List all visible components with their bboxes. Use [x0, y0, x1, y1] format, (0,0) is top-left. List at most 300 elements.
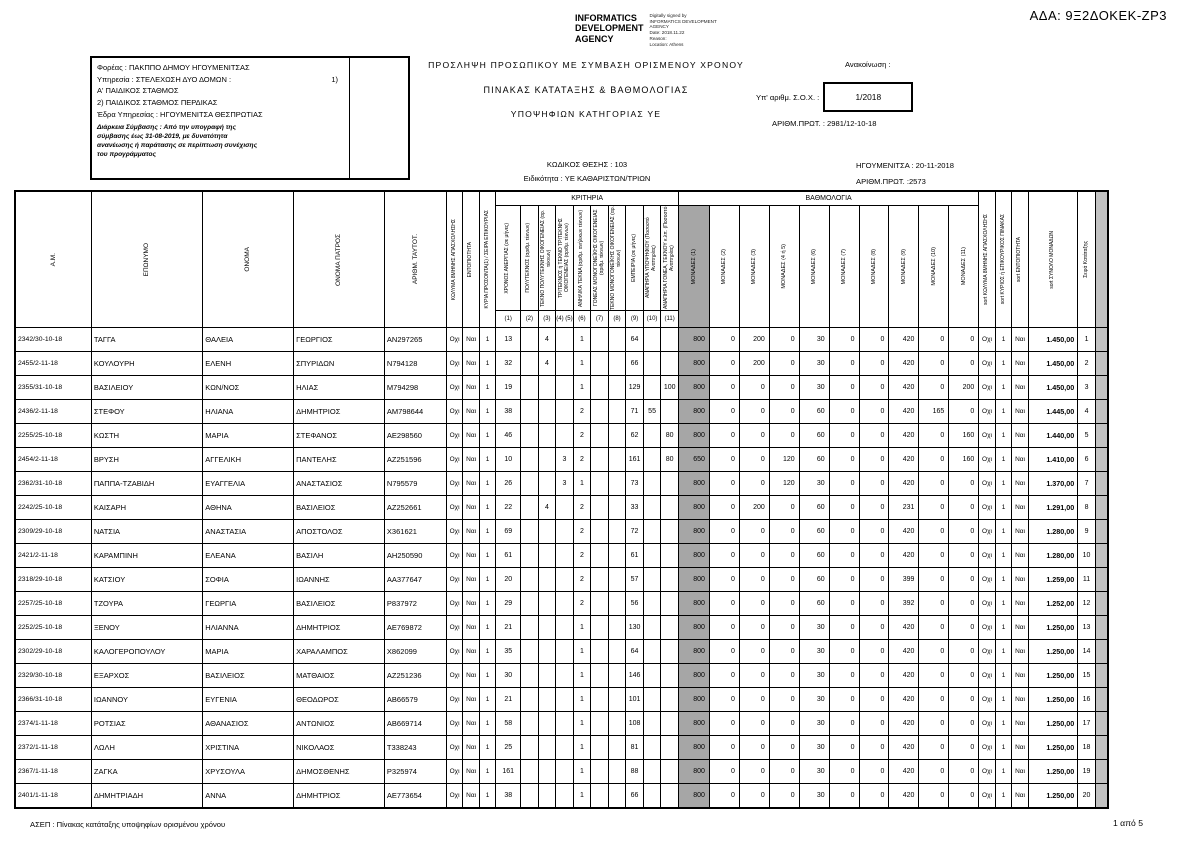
col-header-kritirio-7: [608, 206, 626, 311]
col-header-label: ΚΩΛΥΜΑ 8ΜΗΝΗΣ ΑΠΑΣΧΟΛΗΣΗΣ: [450, 218, 457, 301]
table-row: [15, 328, 1108, 352]
kolyma-cell: Οχι: [446, 736, 463, 760]
kritirio-8-cell: 33: [626, 496, 644, 520]
kritirio-3-cell: [538, 760, 556, 784]
kritirio-7-cell: [608, 448, 626, 472]
kritirio-6-cell: [591, 664, 609, 688]
monades-10-cell: 0: [949, 352, 979, 376]
monades-1-cell: 800: [678, 664, 709, 688]
am-cell: 2302/29-10-18: [15, 640, 91, 664]
kritirio-number-5: (6): [573, 311, 591, 328]
surname-cell: ΚΑΤΣΙΟΥ: [91, 568, 202, 592]
monades-2-cell: 0: [709, 736, 739, 760]
total-cell: 1.250,00: [1028, 784, 1078, 809]
id-number-cell: ΑΕ773654: [384, 784, 446, 809]
col-header-label: ΜΟΝΑΔΕΣ (7): [840, 248, 847, 285]
monades-1-cell: 800: [678, 712, 709, 736]
monades-10-cell: 160: [949, 448, 979, 472]
col-header-label: ΕΜΠΕΙΡΙΑ (σε μήνες): [630, 234, 637, 282]
surname-cell: ΒΡΥΣΗ: [91, 448, 202, 472]
father-name-cell: ΔΗΜΟΣΘΕΝΗΣ: [294, 760, 385, 784]
monades-5-cell: 60: [799, 520, 829, 544]
kolyma-cell: Οχι: [446, 664, 463, 688]
id-number-cell: Χ361621: [384, 520, 446, 544]
kritirio-2-cell: [521, 328, 539, 352]
kritirio-4-cell: [556, 592, 574, 616]
col-header-label: ΟΝΟΜΑ: [244, 247, 252, 272]
id-number-cell: Ρ325974: [384, 760, 446, 784]
sort-kolyma-cell: Οχι: [979, 376, 996, 400]
table-row: [15, 400, 1108, 424]
entopiotita-cell: Ναι: [463, 592, 480, 616]
sort-kolyma-cell: Οχι: [979, 400, 996, 424]
kritirio-10-cell: [661, 760, 679, 784]
father-name-cell: ΔΗΜΗΤΡΙΟΣ: [294, 400, 385, 424]
kolyma-cell: Οχι: [446, 712, 463, 736]
row-gray-strip: [1095, 448, 1108, 472]
kritirio-7-cell: [608, 736, 626, 760]
kritirio-6-cell: [591, 520, 609, 544]
sox-row: [756, 82, 913, 112]
monades-8-cell: 420: [889, 736, 919, 760]
kyria-prosonta-cell: 1: [479, 448, 496, 472]
entopiotita-cell: Ναι: [463, 448, 480, 472]
table-row: [15, 568, 1108, 592]
father-name-cell: ΜΑΤΘΑΙΟΣ: [294, 664, 385, 688]
kritirio-6-cell: [591, 784, 609, 809]
surname-cell: ΛΩΛΗ: [91, 736, 202, 760]
kritirio-1-cell: 38: [496, 400, 521, 424]
kritirio-10-cell: [661, 544, 679, 568]
kolyma-cell: Οχι: [446, 328, 463, 352]
kritirio-10-cell: [661, 616, 679, 640]
monades-3-cell: 0: [739, 712, 769, 736]
digital-signature-block: [575, 13, 736, 47]
sort-kolyma-cell: Οχι: [979, 592, 996, 616]
surname-cell: ΡΟΤΣΙΑΣ: [91, 712, 202, 736]
monades-8-cell: 420: [889, 616, 919, 640]
monades-4-cell: 0: [769, 736, 799, 760]
kritirio-4-cell: [556, 760, 574, 784]
kritirio-9-cell: [643, 688, 661, 712]
monades-4-cell: 0: [769, 424, 799, 448]
rank-cell: 17: [1078, 712, 1096, 736]
bathmologia-group-header: ΒΑΘΜΟΛΟΓΙΑ: [678, 191, 978, 206]
table-row: [15, 496, 1108, 520]
col-header-monades-9: [919, 206, 949, 328]
monades-8-cell: 420: [889, 448, 919, 472]
monades-1-cell: 800: [678, 352, 709, 376]
col-header-label: ΤΕΚΝΟ ΠΟΛΥΤΕΚΝΗΣ ΟΙΚΟΓΕΝΕΙΑΣ (αρ. τέκνων): [540, 209, 552, 307]
sort-entopiotita-cell: Ναι: [1012, 544, 1029, 568]
kritirio-6-cell: [591, 424, 609, 448]
monades-9-cell: 0: [919, 352, 949, 376]
monades-2-cell: 0: [709, 784, 739, 809]
total-cell: 1.250,00: [1028, 712, 1078, 736]
surname-cell: ΚΑΡΑΜΠΙΝΗ: [91, 544, 202, 568]
col-header-label: ΚΥΡΙΑ ΠΡΟΣΟΝΤΑ(1) / ΣΕΙΡΑ ΕΠΙΚΟΥΡΙΑΣ: [483, 210, 490, 309]
specialty: Ειδικότητα : ΥΕ ΚΑΘΑΡΙΣΤΩΝ/ΤΡΙΩΝ: [523, 174, 651, 183]
name-cell: ΧΡΙΣΤΙΝΑ: [203, 736, 294, 760]
footer-note: ΑΣΕΠ : Πίνακας κατάταξης υποψηφίων ορισμένου χρόνου: [30, 820, 226, 829]
surname-cell: ΖΑΓΚΑ: [91, 760, 202, 784]
kritirio-3-cell: [538, 376, 556, 400]
monades-8-cell: 420: [889, 400, 919, 424]
agency-info-text: [92, 58, 349, 178]
sort-pinakas-cell: 1: [995, 616, 1012, 640]
sort-kolyma-cell: Οχι: [979, 568, 996, 592]
kritirio-9-cell: [643, 736, 661, 760]
am-cell: 2366/31-10-18: [15, 688, 91, 712]
name-cell: ΑΘΗΝΑ: [203, 496, 294, 520]
monades-9-cell: 0: [919, 784, 949, 809]
total-cell: 1.250,00: [1028, 688, 1078, 712]
right-gray-strip: [1095, 191, 1108, 328]
signature-detail-line: Location: Athens: [649, 41, 684, 47]
kritirio-10-cell: [661, 640, 679, 664]
kritirio-number-2: (2): [521, 311, 539, 328]
monades-1-cell: 650: [678, 448, 709, 472]
sort-kolyma-cell: Οχι: [979, 784, 996, 809]
col-header-monades-6: [829, 206, 859, 328]
sort-entopiotita-cell: Ναι: [1012, 400, 1029, 424]
kritirio-5-cell: 2: [573, 568, 591, 592]
name-cell: ΓΕΩΡΓΙΑ: [203, 592, 294, 616]
am-cell: 2355/31-10-18: [15, 376, 91, 400]
entopiotita-cell: Ναι: [463, 760, 480, 784]
monades-8-cell: 420: [889, 328, 919, 352]
kolyma-cell: Οχι: [446, 760, 463, 784]
col-header-label: ΟΝΟΜΑ ΠΑΤΡΟΣ: [335, 233, 343, 286]
rank-cell: 15: [1078, 664, 1096, 688]
monades-6-cell: 0: [829, 640, 859, 664]
sort-entopiotita-cell: Ναι: [1012, 520, 1029, 544]
monades-3-cell: 0: [739, 688, 769, 712]
monades-5-cell: 60: [799, 400, 829, 424]
sort-pinakas-cell: 1: [995, 568, 1012, 592]
monades-8-cell: 420: [889, 352, 919, 376]
kritirio-7-cell: [608, 520, 626, 544]
sort-entopiotita-cell: Ναι: [1012, 568, 1029, 592]
am-cell: 2374/1-11-18: [15, 712, 91, 736]
surname-cell: ΙΩΑΝΝΟΥ: [91, 688, 202, 712]
rank-cell: 18: [1078, 736, 1096, 760]
col-header-label: ΜΟΝΑΔΕΣ (9): [900, 248, 907, 285]
col-header-label: ΜΟΝΑΔΕΣ (11): [960, 247, 967, 286]
monades-1-cell: 800: [678, 496, 709, 520]
total-cell: 1.250,00: [1028, 616, 1078, 640]
monades-2-cell: 0: [709, 568, 739, 592]
am-cell: 2329/30-10-18: [15, 664, 91, 688]
kyria-prosonta-cell: 1: [479, 376, 496, 400]
entopiotita-cell: Ναι: [463, 376, 480, 400]
kritirio-number-6: (7): [591, 311, 609, 328]
sort-pinakas-cell: 1: [995, 640, 1012, 664]
kritirio-10-cell: [661, 664, 679, 688]
kolyma-cell: Οχι: [446, 352, 463, 376]
rank-cell: 14: [1078, 640, 1096, 664]
total-cell: 1.450,00: [1028, 328, 1078, 352]
sort-entopiotita-cell: Ναι: [1012, 496, 1029, 520]
entopiotita-cell: Ναι: [463, 496, 480, 520]
id-number-cell: Μ794298: [384, 376, 446, 400]
kritirio-7-cell: [608, 688, 626, 712]
monades-4-cell: 0: [769, 520, 799, 544]
monades-8-cell: 231: [889, 496, 919, 520]
monades-7-cell: 0: [859, 784, 889, 809]
kolyma-cell: Οχι: [446, 376, 463, 400]
monades-2-cell: 0: [709, 688, 739, 712]
kritirio-10-cell: 100: [661, 376, 679, 400]
monades-3-cell: 0: [739, 616, 769, 640]
col-header-label: Σειρά Κατάταξης: [1082, 241, 1089, 278]
kritirio-1-cell: 69: [496, 520, 521, 544]
monades-5-cell: 60: [799, 568, 829, 592]
row-gray-strip: [1095, 688, 1108, 712]
entopiotita-cell: Ναι: [463, 736, 480, 760]
monades-6-cell: 0: [829, 448, 859, 472]
father-name-cell: ΑΠΟΣΤΟΛΟΣ: [294, 520, 385, 544]
kritirio-5-cell: 2: [573, 496, 591, 520]
monades-6-cell: 0: [829, 568, 859, 592]
kritirio-number-3: (3): [538, 311, 556, 328]
rank-cell: 1: [1078, 328, 1096, 352]
kritirio-number-8: (9): [626, 311, 644, 328]
father-name-cell: ΣΤΕΦΑΝΟΣ: [294, 424, 385, 448]
kritirio-10-cell: 80: [661, 448, 679, 472]
table-row: [15, 712, 1108, 736]
father-name-cell: ΑΝΤΩΝΙΟΣ: [294, 712, 385, 736]
monades-4-cell: 0: [769, 784, 799, 809]
id-number-cell: ΑΑ377647: [384, 568, 446, 592]
kritirio-4-cell: [556, 640, 574, 664]
monades-9-cell: 0: [919, 472, 949, 496]
kritirio-8-cell: 81: [626, 736, 644, 760]
kritirio-3-cell: [538, 640, 556, 664]
col-header-label: ΠΟΛΥΤΕΚΝΟΣ (αριθμ. τέκνων): [525, 223, 532, 293]
monades-7-cell: 0: [859, 568, 889, 592]
monades-3-cell: 0: [739, 640, 769, 664]
kritirio-2-cell: [521, 544, 539, 568]
col-header-label: sort ΚΥΡΙΟΣ ή ΕΠΙΚΟΥΡΙΚΟΣ ΠΙΝΑΚΑΣ: [999, 214, 1006, 305]
col-header-label: ΜΟΝΑΔΕΣ (2): [721, 248, 728, 285]
kritirio-9-cell: [643, 352, 661, 376]
am-cell: 2309/29-10-18: [15, 520, 91, 544]
monades-5-cell: 60: [799, 544, 829, 568]
signature-detail-line: Digitally signed by: [649, 13, 687, 18]
kritirio-5-cell: 1: [573, 352, 591, 376]
id-number-cell: ΑΕ298560: [384, 424, 446, 448]
father-name-cell: ΣΠΥΡΙΔΩΝ: [294, 352, 385, 376]
monades-9-cell: 0: [919, 640, 949, 664]
monades-2-cell: 0: [709, 712, 739, 736]
monades-7-cell: 0: [859, 592, 889, 616]
kritirio-3-cell: [538, 616, 556, 640]
kritirio-2-cell: [521, 520, 539, 544]
surname-cell: ΚΑΛΟΓΕΡΟΠΟΥΛΟΥ: [91, 640, 202, 664]
kritirio-7-cell: [608, 376, 626, 400]
entopiotita-cell: Ναι: [463, 352, 480, 376]
id-number-cell: ΑΖ252661: [384, 496, 446, 520]
kritirio-10-cell: [661, 400, 679, 424]
kolyma-cell: Οχι: [446, 424, 463, 448]
kritirio-number-4: (4) (5): [556, 311, 574, 328]
rank-cell: 6: [1078, 448, 1096, 472]
monades-7-cell: 0: [859, 352, 889, 376]
rank-cell: 12: [1078, 592, 1096, 616]
table-row: [15, 592, 1108, 616]
ypiresia-number: 1): [331, 74, 338, 84]
kolyma-cell: Οχι: [446, 640, 463, 664]
col-header-label: sort ΣΥΝΟΛΟ ΜΟΝΑΔΩΝ: [1049, 230, 1056, 289]
monades-7-cell: 0: [859, 328, 889, 352]
kritirio-10-cell: [661, 712, 679, 736]
kritirio-2-cell: [521, 352, 539, 376]
kritirio-7-cell: [608, 424, 626, 448]
kritirio-5-cell: 2: [573, 448, 591, 472]
monades-9-cell: 0: [919, 328, 949, 352]
kritirio-5-cell: 1: [573, 640, 591, 664]
surname-cell: ΚΑΙΣΑΡΗ: [91, 496, 202, 520]
kritirio-3-cell: [538, 472, 556, 496]
table-row: [15, 544, 1108, 568]
monades-7-cell: 0: [859, 376, 889, 400]
sort-pinakas-cell: 1: [995, 496, 1012, 520]
announcement-label: Ανακοίνωση :: [845, 60, 891, 69]
col-header-monades-1: [678, 206, 709, 328]
monades-3-cell: 0: [739, 472, 769, 496]
id-number-cell: ΑΜ798644: [384, 400, 446, 424]
monades-2-cell: 0: [709, 592, 739, 616]
monades-6-cell: 0: [829, 520, 859, 544]
monades-5-cell: 30: [799, 352, 829, 376]
kritirio-8-cell: 56: [626, 592, 644, 616]
kritirio-9-cell: [643, 616, 661, 640]
id-number-cell: ΑΒ66579: [384, 688, 446, 712]
total-cell: 1.370,00: [1028, 472, 1078, 496]
total-cell: 1.250,00: [1028, 664, 1078, 688]
kritirio-3-cell: [538, 448, 556, 472]
kritirio-1-cell: 25: [496, 736, 521, 760]
row-gray-strip: [1095, 544, 1108, 568]
surname-cell: ΣΤΕΦΟΥ: [91, 400, 202, 424]
kritirio-8-cell: 66: [626, 784, 644, 809]
kritirio-3-cell: [538, 712, 556, 736]
total-cell: 1.280,00: [1028, 520, 1078, 544]
surname-cell: ΞΕΝΟΥ: [91, 616, 202, 640]
sort-kolyma-cell: Οχι: [979, 520, 996, 544]
sort-entopiotita-cell: Ναι: [1012, 784, 1029, 809]
kritirio-2-cell: [521, 664, 539, 688]
name-cell: ΕΥΑΓΓΕΛΙΑ: [203, 472, 294, 496]
kritirio-1-cell: 21: [496, 616, 521, 640]
monades-3-cell: 0: [739, 568, 769, 592]
monades-8-cell: 420: [889, 472, 919, 496]
monades-4-cell: 0: [769, 400, 799, 424]
id-number-cell: ΑΝ297265: [384, 328, 446, 352]
row-gray-strip: [1095, 640, 1108, 664]
monades-2-cell: 0: [709, 760, 739, 784]
monades-6-cell: 0: [829, 616, 859, 640]
col-header-label: ΑΝΑΠΗΡΙΑ ΓΟΝΕΑ, ΤΕΚΝΟΥ κ.λπ. (Ποσοστό Αναπηρίας): [662, 206, 675, 310]
kritirio-2-cell: [521, 688, 539, 712]
monades-7-cell: 0: [859, 448, 889, 472]
kritirio-5-cell: 1: [573, 328, 591, 352]
monades-2-cell: 0: [709, 328, 739, 352]
col-header-father-name: [294, 191, 385, 328]
surname-cell: ΔΗΜΗΤΡΙΑΔΗ: [91, 784, 202, 809]
monades-4-cell: 0: [769, 544, 799, 568]
monades-1-cell: 800: [678, 568, 709, 592]
domi-1-line: Α' ΠΑΙΔΙΚΟΣ ΣΤΑΘΜΟΣ: [97, 86, 179, 96]
kritirio-5-cell: 1: [573, 760, 591, 784]
kritirio-7-cell: [608, 640, 626, 664]
total-cell: 1.259,00: [1028, 568, 1078, 592]
monades-10-cell: 0: [949, 760, 979, 784]
sort-entopiotita-cell: Ναι: [1012, 736, 1029, 760]
monades-6-cell: 0: [829, 736, 859, 760]
monades-6-cell: 0: [829, 400, 859, 424]
kritirio-9-cell: [643, 544, 661, 568]
kritirio-7-cell: [608, 328, 626, 352]
monades-10-cell: 0: [949, 472, 979, 496]
monades-4-cell: 0: [769, 616, 799, 640]
surname-cell: ΚΟΥΛΟΥΡΗ: [91, 352, 202, 376]
kritirio-3-cell: [538, 424, 556, 448]
position-code: ΚΩΔΙΚΟΣ ΘΕΣΗΣ : 103: [546, 160, 628, 169]
monades-6-cell: 0: [829, 712, 859, 736]
name-cell: ΗΛΙΑΝΝΑ: [203, 616, 294, 640]
father-name-cell: ΘΕΟΔΩΡΟΣ: [294, 688, 385, 712]
kritirio-9-cell: [643, 664, 661, 688]
kritirio-2-cell: [521, 760, 539, 784]
id-number-cell: ΑΖ251236: [384, 664, 446, 688]
col-header-label: ΜΟΝΑΔΕΣ (10): [930, 247, 937, 286]
title-line-3: ΥΠΟΨΗΦΙΩΝ ΚΑΤΗΓΟΡΙΑΣ ΥΕ: [510, 109, 662, 119]
father-name-cell: ΗΛΙΑΣ: [294, 376, 385, 400]
name-cell: ΑΝΝΑ: [203, 784, 294, 809]
total-cell: 1.440,00: [1028, 424, 1078, 448]
monades-9-cell: 0: [919, 568, 949, 592]
kritirio-6-cell: [591, 472, 609, 496]
sort-kolyma-cell: Οχι: [979, 544, 996, 568]
monades-4-cell: 0: [769, 352, 799, 376]
rank-cell: 11: [1078, 568, 1096, 592]
id-number-cell: ΑΖ251596: [384, 448, 446, 472]
table-row: [15, 616, 1108, 640]
rank-cell: 19: [1078, 760, 1096, 784]
monades-2-cell: 0: [709, 352, 739, 376]
monades-6-cell: 0: [829, 424, 859, 448]
col-header-monades-3: [739, 206, 769, 328]
col-header-kritirio-8: [626, 206, 644, 311]
col-header-label: ΕΠΩΝΥΜΟ: [143, 242, 151, 277]
col-header-label: sort ΕΝΤΟΠΙΟΤΗΤΑ: [1016, 236, 1023, 283]
sort-entopiotita-cell: Ναι: [1012, 424, 1029, 448]
kritirio-2-cell: [521, 616, 539, 640]
kritirio-3-cell: [538, 688, 556, 712]
col-header-label: ΓΟΝΕΑΣ ΜΟΝΟΓΟΝΕΪΚΗΣ ΟΙΚΟΓΕΝΕΙΑΣ (αριθμ. τέκνων): [592, 209, 605, 307]
monades-3-cell: 0: [739, 736, 769, 760]
col-header-name: [203, 191, 294, 328]
kritirio-4-cell: [556, 400, 574, 424]
kritirio-8-cell: 62: [626, 424, 644, 448]
ranking-table: [14, 190, 1109, 809]
monades-1-cell: 800: [678, 328, 709, 352]
monades-5-cell: 30: [799, 616, 829, 640]
monades-5-cell: 30: [799, 664, 829, 688]
monades-9-cell: 0: [919, 448, 949, 472]
